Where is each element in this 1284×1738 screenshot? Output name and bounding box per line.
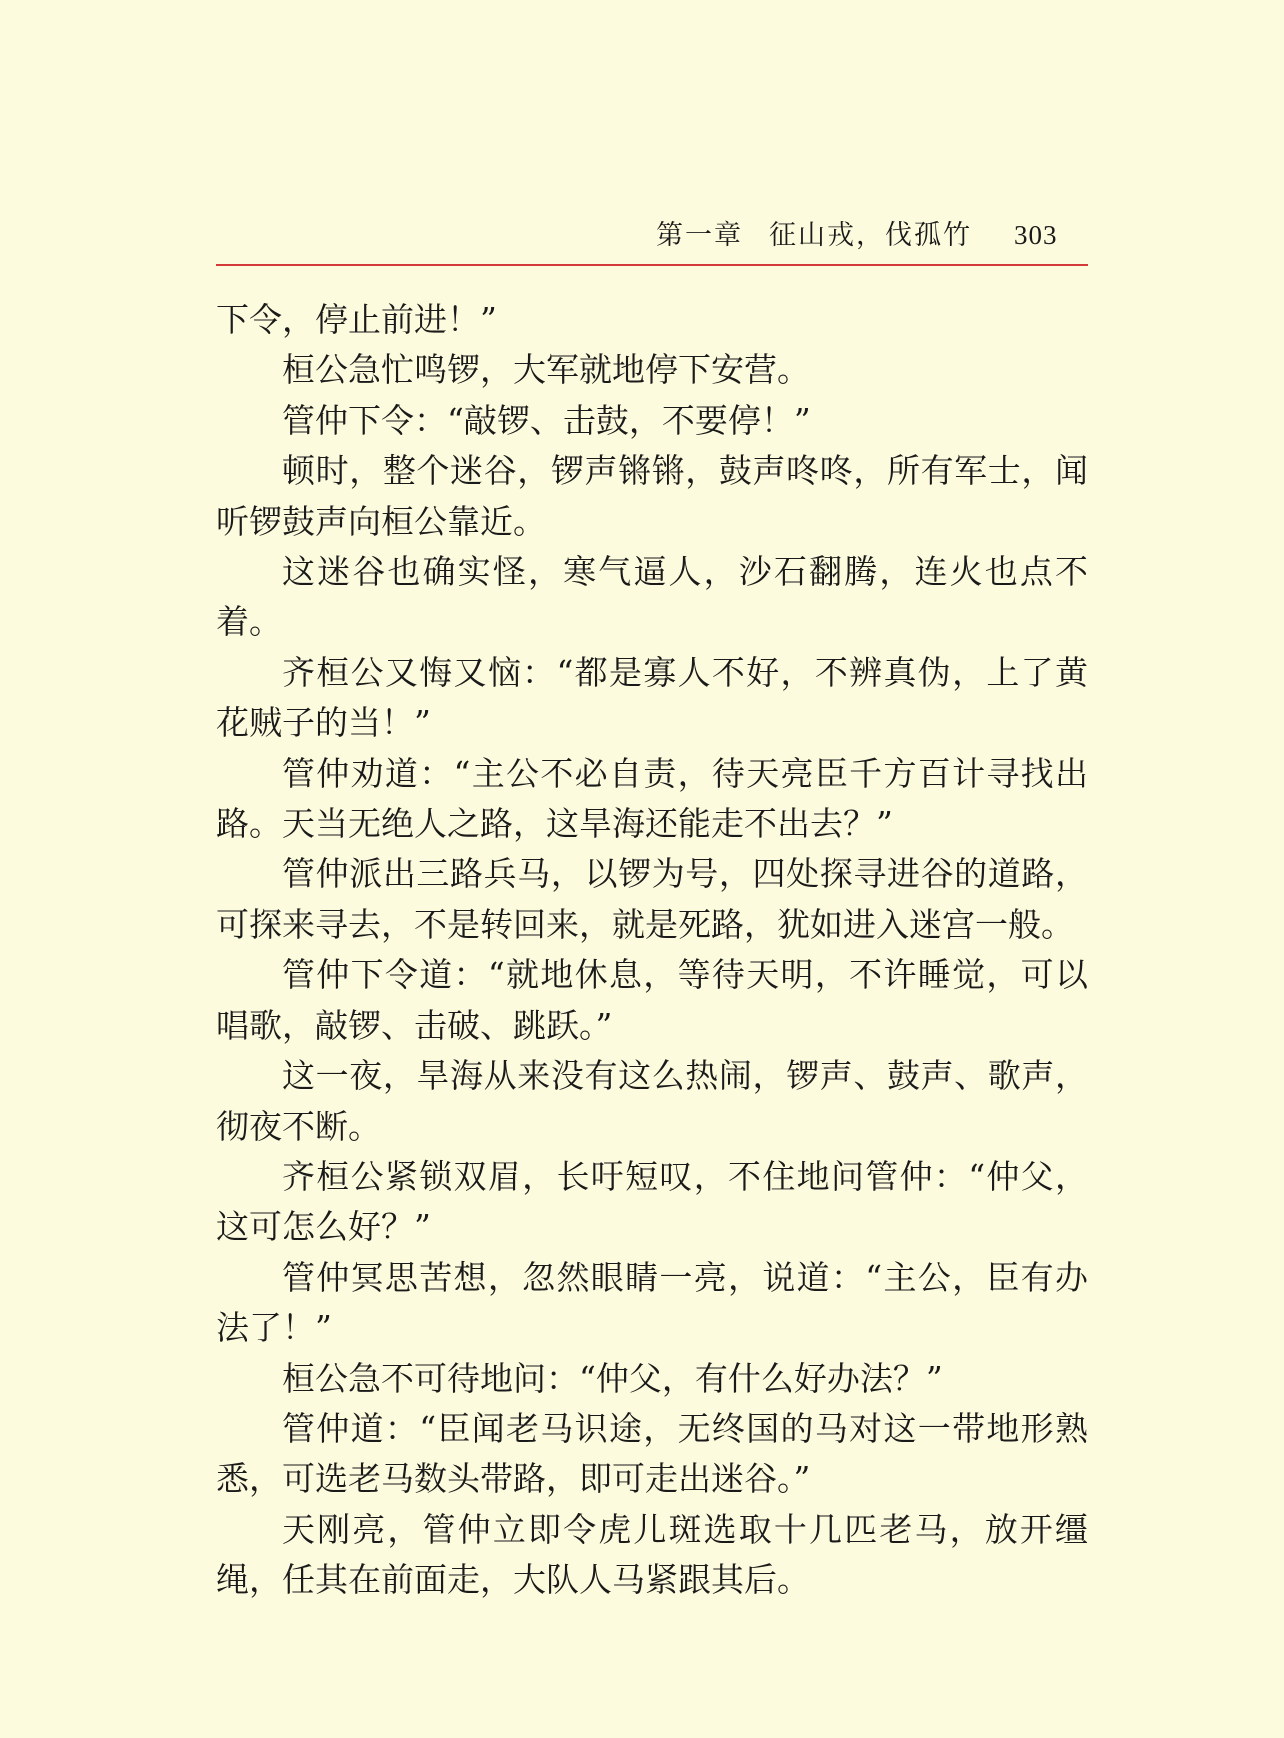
running-header bbox=[216, 215, 1086, 255]
paragraph: 管仲下令道：“就地休息，等待天明，不许睡觉，可以唱歌，敲锣、击破、跳跃。” bbox=[216, 955, 1088, 1045]
paragraph: 桓公急忙鸣锣，大军就地停下安营。 bbox=[282, 350, 810, 390]
page-number: 303 bbox=[1014, 220, 1058, 250]
paragraph: 下令，停止前进！” bbox=[216, 300, 497, 339]
paragraph: 管仲道：“臣闻老马识途，无终国的马对这一带地形熟悉，可选老马数头带路，即可走出迷谷。” bbox=[216, 1408, 1088, 1499]
paragraph: 桓公急不可待地问：“仲父，有什么好办法？” bbox=[282, 1358, 943, 1398]
paragraph: 管仲下令：“敲锣、击鼓，不要停！” bbox=[282, 400, 811, 440]
paragraph: 顿时，整个迷谷，锣声锵锵，鼓声咚咚，所有军士，闻听锣鼓声向桓公靠近。 bbox=[216, 451, 1088, 541]
paragraph: 齐桓公紧锁双眉，长吁短叹，不住地问管仲：“仲父，这可怎么好？” bbox=[216, 1156, 1088, 1247]
paragraph: 管仲劝道：“主公不必自责，待天亮臣千方百计寻找出路。天当无绝人之路，这旱海还能走不出去？” bbox=[216, 753, 1088, 844]
paragraph: 这一夜，旱海从来没有这么热闹，锣声、鼓声、歌声，彻夜不断。 bbox=[216, 1056, 1088, 1146]
chapter-label: 第一章 bbox=[656, 220, 743, 251]
paragraph: 这迷谷也确实怪，寒气逼人，沙石翻腾，连火也点不着。 bbox=[216, 552, 1088, 642]
body-text bbox=[216, 295, 1088, 1606]
paragraph: 齐桓公又悔又恼：“都是寡人不好，不辨真伪，上了黄花贼子的当！” bbox=[216, 652, 1088, 743]
chapter-title: 征山戎，伐孤竹 bbox=[769, 220, 972, 251]
paragraph: 管仲派出三路兵马，以锣为号，四处探寻进谷的道路，可探来寻去，不是转回来，就是死路，犹如进入迷宫一般。 bbox=[216, 854, 1088, 944]
header-rule bbox=[216, 264, 1088, 266]
paragraph: 管仲冥思苦想，忽然眼睛一亮，说道：“主公，臣有办法了！” bbox=[216, 1257, 1088, 1348]
paragraph: 天刚亮，管仲立即令虎儿斑选取十几匹老马，放开缰绳，任其在前面走，大队人马紧跟其后。 bbox=[216, 1509, 1088, 1600]
